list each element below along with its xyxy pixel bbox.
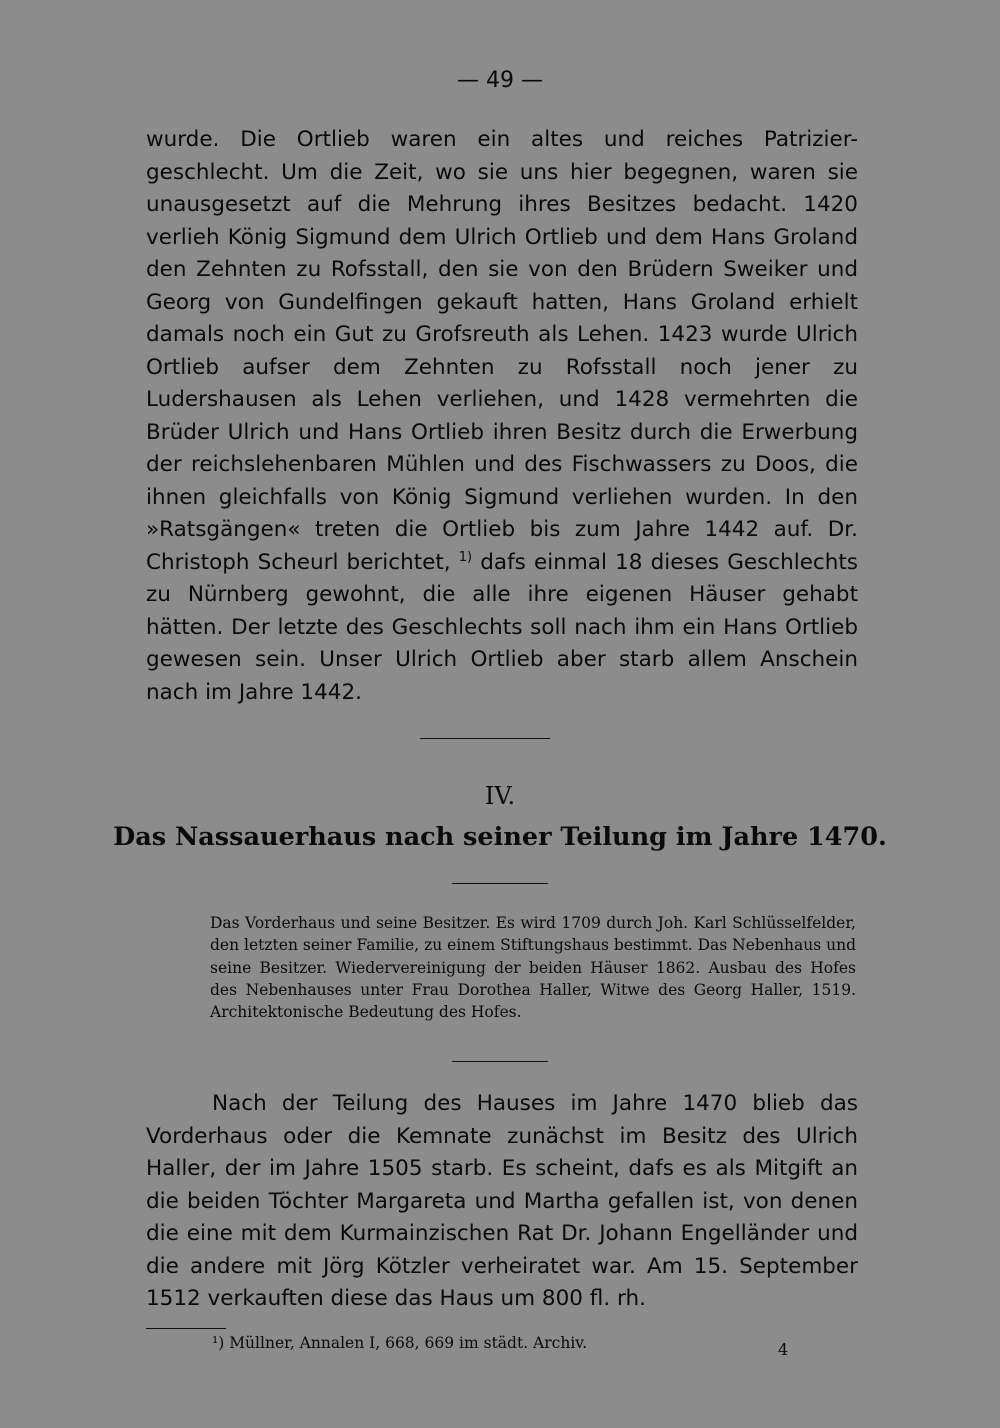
footnote: ¹) Müllner, Annalen I, 668, 669 im städt. Archiv.: [212, 1334, 588, 1352]
chapter-title: Das Nassauerhaus nach seiner Teilung im Jahre 1470.: [113, 822, 887, 852]
paragraph-2: Nach der Teilung des Hauses im Jahre 1470 blieb das Vorderhaus oder die Kemnate zunächst im Besitz des Ulrich Haller, der im Jahre 1505 starb. Es scheint, dafs es als Mitgift an die beiden Töchter Margareta und Martha gefallen ist, von denen die eine mit dem Kurmainzischen Rat Dr. Johann Engelländer und die andere mit Jörg Kötzler verheiratet war. Am 15. September 1512 verkauften diese das Haus um 800 fl. rh.: [146, 1091, 858, 1311]
paragraph-1-text-a: wurde. Die Ortlieb waren ein altes und reiches Patrizier-geschlecht. Um die Zeit, wo sie uns hier begegnen, waren sie unausgesetzt auf die Mehrung ihres Besitzes bedacht. 1420 verlieh König Sigmund dem Ulrich Ortlieb und dem Hans Groland den Zehnten zu Rofsstall, den sie von den Brüdern Sweiker und Georg von Gundelfingen gekauft hatten, Hans Groland erhielt damals noch ein Gut zu Grofsreuth als Lehen. 1423 wurde Ulrich Ortlieb aufser dem Zehnten zu Rofsstall noch jener zu Ludershausen als Lehen verliehen, und 1428 vermehrten die Brüder Ulrich und Hans Ortlieb ihren Besitz durch die Erwerbung der reichslehenbaren Mühlen und des Fischwassers zu Doos, die ihnen gleichfalls von König Sigmund verliehen wurden. In den »Ratsgängen« treten die Ortlieb bis zum Jahre 1442 auf. Dr. Christoph Scheurl berichtet,: [146, 127, 858, 575]
paragraph-1-text-b: dafs einmal 18 dieses Geschlechts zu Nürnberg gewohnt, die alle ihre eigenen Häuser gehabt hätten. Der letzte des Geschlechts soll nach ihm ein Hans Ortlieb gewesen sein. Unser Ulrich Ortlieb aber starb allem Anschein nach im Jahre 1442.: [146, 549, 859, 705]
summary-divider: [452, 1061, 548, 1062]
chapter-summary: Das Vorderhaus und seine Besitzer. Es wird 1709 durch Joh. Karl Schlüsselfelder, den letzten seiner Familie, zu einem Stiftungshaus bestimmt. Das Nebenhaus und seine Besitzer. Wiedervereinigung der beiden Häuser 1862. Ausbau des Hofes des Nebenhauses unter Frau Dorothea Haller, Witwe des Georg Haller, 1519. Architektonische Bedeutung des Hofes.: [210, 914, 856, 1022]
footnote-reference: 1): [458, 549, 473, 565]
paragraph-1: [146, 124, 858, 709]
page-number: — 49 —: [457, 68, 543, 93]
chapter-number: IV.: [484, 782, 516, 810]
footnote-divider: [146, 1328, 226, 1329]
sheet-number: 4: [778, 1340, 789, 1359]
title-divider: [452, 883, 548, 884]
section-divider: [420, 738, 550, 739]
